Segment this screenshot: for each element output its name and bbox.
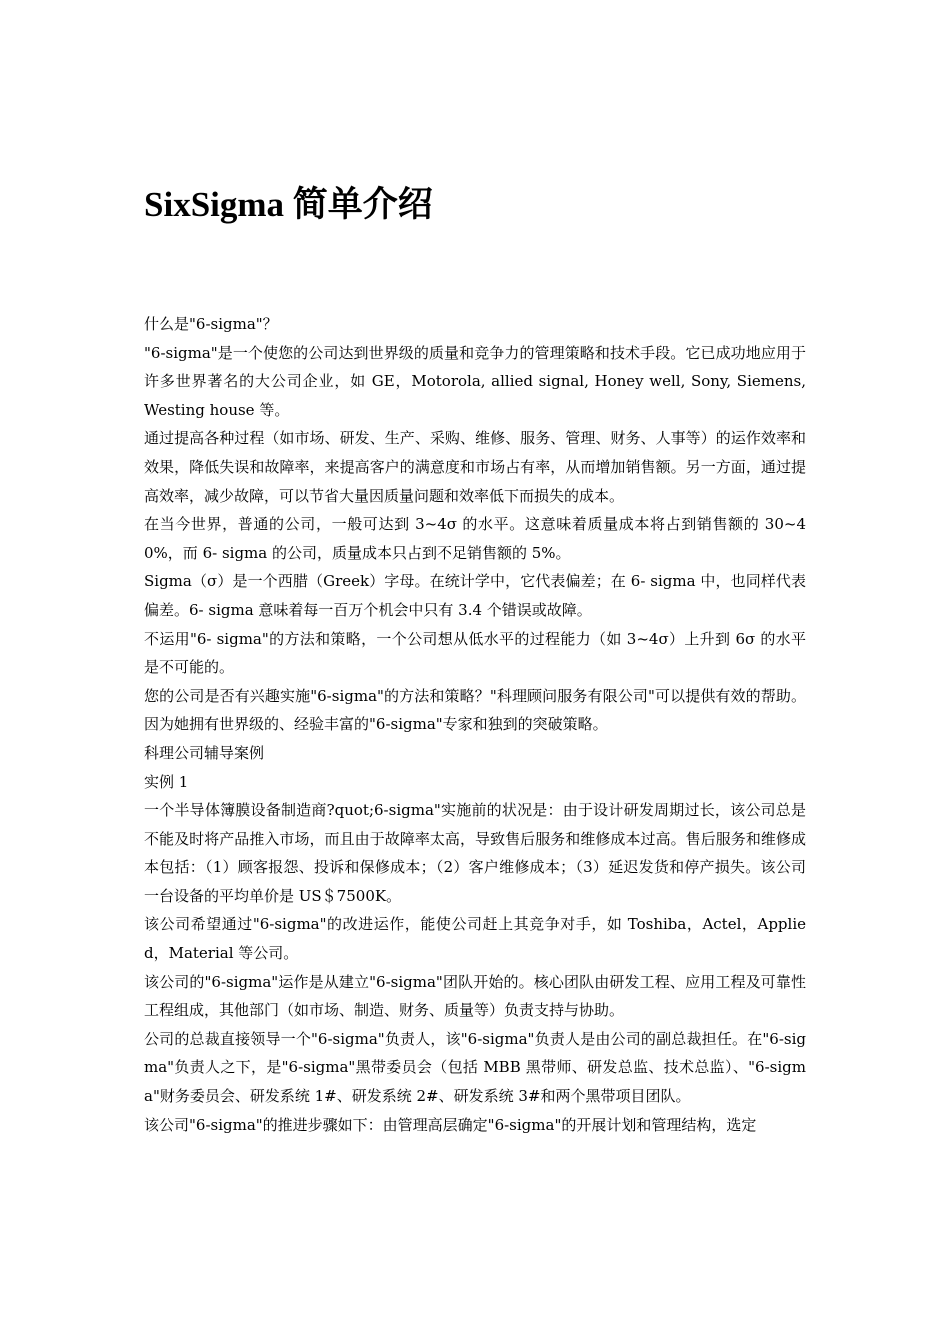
paragraph: 通过提高各种过程（如市场、研发、生产、采购、维修、服务、管理、财务、人事等）的运作效率和效果，降低失误和故障率，来提高客户的满意度和市场占有率，从而增加销售额。另一方面，通过提高效率，减少故障，可以节省大量因质量问题和效率低下而损失的成本。 — [144, 429, 806, 505]
document-body — [144, 310, 806, 1139]
paragraph: 该公司的"6-sigma"运作是从建立"6-sigma"团队开始的。核心团队由研发工程、应用工程及可靠性工程组成，其他部门（如市场、制造、财务、质量等）负责支持与协助。 — [144, 972, 806, 1020]
case-label: 实例 1 — [144, 772, 189, 791]
paragraph: 该公司"6-sigma"的推进步骤如下：由管理高层确定"6-sigma"的开展计划和管理结构，选定 — [144, 1115, 757, 1134]
paragraph: 不运用"6- sigma"的方法和策略，一个公司想从低水平的过程能力（如 3~4σ）上升到 6σ 的水平是不可能的。 — [144, 629, 806, 677]
paragraph: 公司的总裁直接领导一个"6-sigma"负责人，该"6-sigma"负责人是由公司的副总裁担任。在"6-sigma"负责人之下，是"6-sigma"黑带委员会（包括 MBB 黑带师、研发总监、技术总监）、"6-sigma"财务委员会、研发系统 1#、研发系统 2#、研发系统 3#和两个黑带项目团队。 — [144, 1029, 806, 1106]
paragraph: 该公司希望通过"6-sigma"的改进运作，能使公司赶上其竞争对手，如 Toshiba，Actel，Applied，Material 等公司。 — [144, 915, 806, 963]
section-heading: 科理公司辅导案例 — [144, 743, 265, 762]
paragraph: 一个半导体簿膜设备制造商?quot;6-sigma"实施前的状况是：由于设计研发周期过长，该公司总是不能及时将产品推入市场，而且由于故障率太高，导致售后服务和维修成本过高。售后服务和维修成本包括：（1）顾客报怨、投诉和保修成本；（2）客户维修成本；（3）延迟发货和停产损失。该公司一台设备的平均单价是 US＄7500K。 — [144, 801, 806, 905]
paragraph: 什么是"6-sigma"？ — [144, 315, 278, 333]
paragraph: Sigma（σ）是一个西腊（Greek）字母。在统计学中，它代表偏差；在 6- sigma 中，也同样代表偏差。6- sigma 意味着每一百万个机会中只有 3.4 个错误或故障。 — [144, 572, 806, 619]
paragraph: 您的公司是否有兴趣实施"6-sigma"的方法和策略？"科理顾问服务有限公司"可以提供有效的帮助。因为她拥有世界级的、经验丰富的"6-sigma"专家和独到的突破策略。 — [144, 686, 806, 734]
paragraph: 在当今世界，普通的公司，一般可达到 3~4σ 的水平。这意味着质量成本将占到销售额的 30~40%，而 6- sigma 的公司，质量成本只占到不足销售额的 5%。 — [144, 515, 806, 562]
document-title: SixSigma 简单介绍 — [144, 185, 433, 224]
paragraph: "6-sigma"是一个使您的公司达到世界级的质量和竞争力的管理策略和技术手段。它已成功地应用于许多世界著名的大公司企业，如 GE，Motorola, allied signal, Honey well, Sony, Siemens, Westing house 等。 — [144, 343, 806, 419]
